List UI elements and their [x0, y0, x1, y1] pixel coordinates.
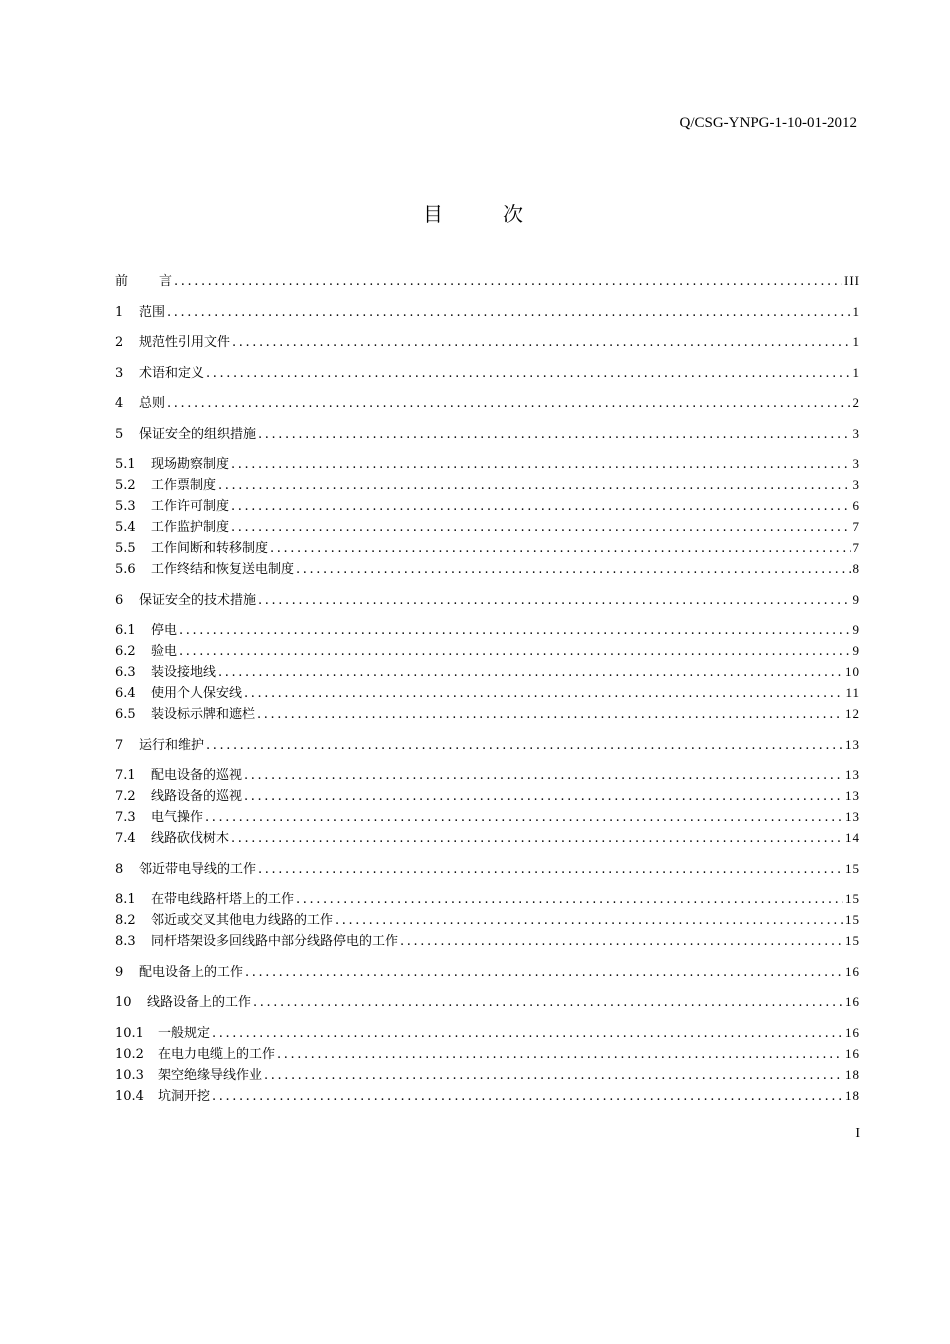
toc-leader-dots: [258, 859, 843, 880]
toc-entry-number: 10.3: [115, 1067, 144, 1083]
toc-leader-dots: [231, 454, 850, 475]
toc-entry-page: 16: [845, 963, 860, 979]
toc-entry-number: 8.1: [115, 892, 136, 907]
toc-entry-number: 5.3: [115, 499, 136, 514]
toc-entry-number: 1: [115, 304, 124, 320]
toc-entry[interactable]: [115, 474, 860, 495]
toc-entry-number: 8.3: [115, 934, 136, 949]
toc-entry-number: 6.1: [115, 623, 136, 638]
toc-entry-label: 装设标示牌和遮栏: [151, 707, 256, 722]
toc-entry-page: 13: [845, 809, 860, 824]
toc-entry-label: 保证安全的技术措施: [139, 592, 257, 608]
toc-entry-label: 在电力电缆上的工作: [158, 1046, 276, 1062]
toc-entry[interactable]: [115, 362, 860, 383]
toc-entry-number: 7.1: [115, 768, 136, 783]
toc-entry[interactable]: [115, 453, 860, 474]
toc-entry-page: 1: [852, 334, 860, 349]
toc-entry[interactable]: [115, 495, 860, 516]
toc-entry-label: 线路设备上的工作: [147, 995, 252, 1010]
toc-entry-page: 18: [845, 1066, 860, 1082]
toc-entry-label: 保证安全的组织措施: [139, 426, 257, 442]
toc-leader-dots: [231, 517, 850, 538]
toc-entry[interactable]: [115, 301, 860, 322]
document-code: Q/CSG-YNPG-1-10-01-2012: [679, 115, 857, 131]
toc-entry-number: 6.4: [115, 686, 136, 701]
toc-entry-label: 架空绝缘导线作业: [158, 1067, 263, 1083]
toc-entry[interactable]: [115, 1085, 860, 1106]
toc-entry-number: 6: [115, 592, 124, 608]
toc-leader-dots: [258, 590, 850, 611]
toc-entry-label: 术语和定义: [139, 365, 205, 381]
toc-entry[interactable]: [115, 682, 860, 703]
toc-entry-label: 运行和维护: [139, 737, 205, 753]
toc-title: [0, 198, 950, 227]
toc-entry-number: 3: [115, 365, 124, 381]
toc-entry-page: 15: [845, 933, 860, 948]
toc-entry-label: 邻近或交叉其他电力线路的工作: [151, 913, 334, 928]
toc-entry[interactable]: [115, 423, 860, 444]
toc-entry-label: 线路设备的巡视: [151, 789, 243, 804]
toc-entry[interactable]: [115, 1022, 860, 1043]
toc-entry-label: 坑洞开挖: [158, 1088, 211, 1104]
toc-entry-number: 5.1: [115, 457, 136, 472]
toc-title-part2: 次: [503, 202, 527, 226]
toc-leader-dots: [167, 393, 850, 414]
toc-entry[interactable]: [115, 270, 860, 291]
toc-entry-page: 3: [852, 425, 860, 441]
toc-entry-label: 范围: [139, 304, 166, 320]
toc-leader-dots: [212, 1086, 843, 1107]
toc-entry[interactable]: [115, 589, 860, 610]
toc-entry-page: 9: [852, 622, 860, 637]
toc-leader-dots: [258, 424, 850, 445]
toc-leader-dots: [179, 620, 850, 641]
toc-entry-page: III: [844, 273, 860, 288]
toc-entry-number: 10.4: [115, 1088, 144, 1104]
toc-entry-number: 6.5: [115, 707, 136, 722]
toc-entry[interactable]: [115, 858, 860, 879]
toc-entry-label: 配电设备上的工作: [139, 964, 244, 980]
toc-leader-dots: [218, 475, 850, 496]
table-of-contents: [115, 270, 860, 1106]
toc-entry-page: 16: [845, 994, 860, 1009]
toc-entry-number: 10: [115, 995, 132, 1010]
toc-entry[interactable]: [115, 827, 860, 848]
toc-entry-number: 6.3: [115, 665, 136, 680]
toc-entry-label: 现场勘察制度: [151, 457, 230, 472]
toc-entry[interactable]: [115, 516, 860, 537]
toc-entry-page: 3: [852, 477, 860, 492]
toc-entry-page: 3: [852, 456, 860, 471]
toc-entry[interactable]: [115, 331, 860, 352]
toc-leader-dots: [400, 931, 843, 952]
toc-entry-page: 15: [845, 860, 860, 876]
toc-entry-page: 12: [845, 706, 860, 721]
toc-entry-number: 10.1: [115, 1025, 144, 1041]
toc-entry-label: 装设接地线: [151, 665, 217, 680]
toc-entry-page: 2: [852, 395, 860, 410]
toc-leader-dots: [218, 662, 843, 683]
toc-entry-number: 5.4: [115, 520, 136, 535]
toc-entry-page: 13: [845, 767, 860, 782]
toc-entry[interactable]: [115, 806, 860, 827]
toc-entry-page: 8: [852, 561, 860, 576]
toc-entry-number: 5: [115, 426, 124, 442]
toc-leader-dots: [253, 992, 843, 1013]
toc-entry[interactable]: [115, 785, 860, 806]
toc-entry-page: 9: [852, 643, 860, 658]
toc-leader-dots: [212, 1023, 843, 1044]
toc-leader-dots: [206, 735, 843, 756]
toc-leader-dots: [335, 910, 843, 931]
toc-entry[interactable]: [115, 961, 860, 982]
toc-entry-label: 规范性引用文件: [139, 335, 231, 350]
toc-entry-label: 工作许可制度: [151, 499, 230, 514]
toc-leader-dots: [245, 962, 843, 983]
toc-title-part1: 目: [423, 202, 447, 226]
toc-entry-label: 工作终结和恢复送电制度: [151, 562, 295, 577]
toc-entry-label: 电气操作: [151, 810, 204, 825]
toc-leader-dots: [206, 363, 850, 384]
toc-entry-label: 同杆塔架设多回线路中部分线路停电的工作: [151, 934, 399, 949]
toc-entry-page: 13: [845, 788, 860, 803]
toc-entry-label: 停电: [151, 623, 178, 638]
toc-entry[interactable]: [115, 909, 860, 930]
toc-entry-page: 1: [852, 364, 860, 380]
toc-entry-label: 配电设备的巡视: [151, 768, 243, 783]
toc-leader-dots: [244, 683, 843, 704]
toc-entry[interactable]: [115, 640, 860, 661]
toc-entry-page: 16: [845, 1045, 860, 1061]
page-number: I: [855, 1126, 860, 1141]
toc-entry-number: 7: [115, 737, 124, 753]
toc-entry-number: 9: [115, 964, 124, 980]
toc-entry[interactable]: [115, 537, 860, 558]
toc-entry-number: 前: [115, 274, 129, 289]
toc-leader-dots: [244, 765, 843, 786]
toc-entry[interactable]: [115, 1064, 860, 1085]
toc-leader-dots: [257, 704, 843, 725]
toc-entry[interactable]: [115, 991, 860, 1012]
toc-entry-label: 工作票制度: [151, 478, 217, 493]
toc-entry-page: 11: [845, 685, 860, 700]
toc-entry-page: 10: [845, 664, 860, 679]
toc-entry-page: 18: [845, 1087, 860, 1103]
toc-entry[interactable]: [115, 619, 860, 640]
toc-leader-dots: [296, 559, 850, 580]
toc-leader-dots: [231, 496, 850, 517]
toc-entry-number: 4: [115, 396, 124, 411]
toc-entry-page: 1: [852, 303, 860, 319]
toc-entry[interactable]: [115, 558, 860, 579]
toc-entry-label: 使用个人保安线: [151, 686, 243, 701]
toc-entry-page: 15: [845, 912, 860, 927]
toc-entry[interactable]: [115, 888, 860, 909]
toc-leader-dots: [277, 1044, 843, 1065]
toc-entry-label: 线路砍伐树木: [151, 831, 230, 846]
toc-leader-dots: [296, 889, 843, 910]
toc-entry[interactable]: [115, 392, 860, 413]
toc-entry-label: 一般规定: [158, 1025, 211, 1041]
toc-entry[interactable]: [115, 661, 860, 682]
toc-leader-dots: [244, 786, 843, 807]
toc-leader-dots: [167, 302, 850, 323]
toc-entry-number: 10.2: [115, 1046, 144, 1062]
toc-entry-label: 邻近带电导线的工作: [139, 861, 257, 877]
toc-entry-page: 14: [845, 830, 860, 845]
toc-leader-dots: [270, 538, 850, 559]
toc-entry-number: 5.5: [115, 541, 136, 556]
toc-entry-label: 工作监护制度: [151, 520, 230, 535]
toc-entry-label: 言: [159, 274, 173, 289]
toc-entry-number: 7.3: [115, 810, 136, 825]
toc-leader-dots: [231, 828, 843, 849]
toc-entry-page: 13: [845, 736, 860, 752]
toc-entry-label: 工作间断和转移制度: [151, 541, 269, 556]
toc-leader-dots: [179, 641, 850, 662]
toc-entry-page: 16: [845, 1024, 860, 1040]
toc-entry[interactable]: [115, 703, 860, 724]
toc-entry[interactable]: [115, 764, 860, 785]
toc-entry-number: 6.2: [115, 644, 136, 659]
toc-entry-page: 7: [852, 540, 860, 555]
toc-entry-label: 验电: [151, 644, 178, 659]
toc-entry-page: 7: [852, 519, 860, 534]
toc-leader-dots: [174, 271, 842, 292]
toc-entry-page: 6: [852, 498, 860, 513]
toc-leader-dots: [264, 1065, 843, 1086]
toc-entry-label: 总则: [139, 396, 166, 411]
toc-leader-dots: [232, 332, 850, 353]
toc-entry[interactable]: [115, 734, 860, 755]
toc-entry[interactable]: [115, 1043, 860, 1064]
toc-entry-page: 9: [852, 591, 860, 607]
toc-entry-number: 7.4: [115, 831, 136, 846]
toc-entry-label: 在带电线路杆塔上的工作: [151, 892, 295, 907]
toc-leader-dots: [205, 807, 843, 828]
toc-entry-page: 15: [845, 891, 860, 906]
toc-entry-number: 7.2: [115, 789, 136, 804]
toc-entry-number: 5.6: [115, 562, 136, 577]
toc-entry-number: 2: [115, 335, 124, 350]
toc-entry[interactable]: [115, 930, 860, 951]
toc-entry-number: 8.2: [115, 913, 136, 928]
toc-entry-number: 5.2: [115, 478, 136, 493]
toc-entry-number: 8: [115, 861, 124, 877]
